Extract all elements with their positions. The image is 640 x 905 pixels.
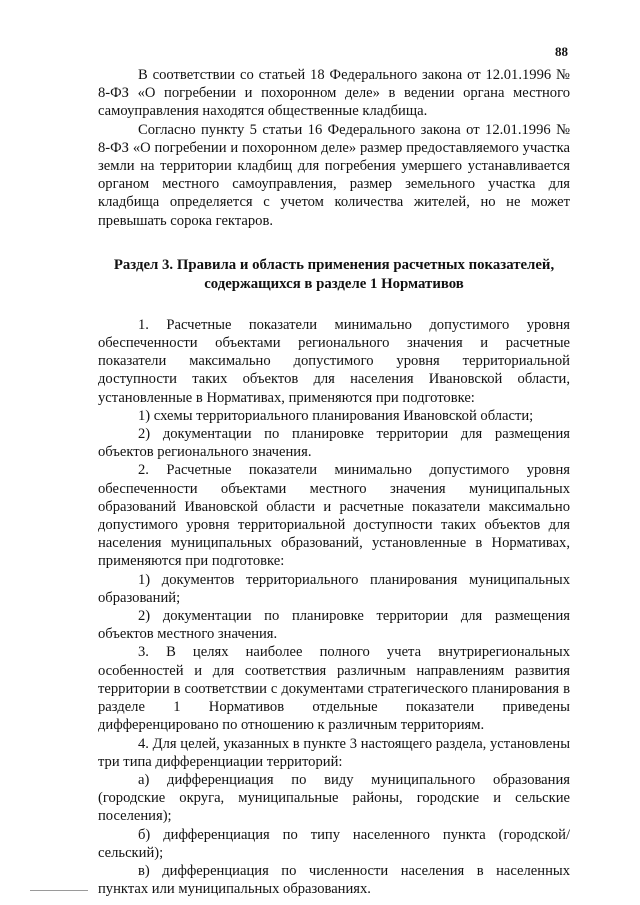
- clause-1-item-2: 2) документации по планировке территории для размещения объектов регионального значения.: [98, 426, 570, 461]
- clause-2: 2. Расчетные показатели минимально допустимого уровня обеспеченности объектами местного значения муниципальных образований Ивановской области и расчетные показатели максимально допустимого уровня территориальной доступности таких объектов для населения муниципальных образований, установленные в Нормативах, применяются при подготовке:: [98, 462, 570, 570]
- page-number: 88: [555, 44, 568, 59]
- clause-4: 4. Для целей, указанных в пункте 3 настоящего раздела, установлены три типа дифференциации территорий:: [98, 735, 570, 770]
- intro-paragraph-2: Согласно пункту 5 статьи 16 Федерального закона от 12.01.1996 № 8-ФЗ «О погребении и похоронном деле» размер предоставляемого участка земли на территории кладбищ для погребения умершего устанавливается органом местного самоуправления, размер земельного участка для кладбища определяется с учетом количества жителей, но не может превышать сорока гектаров.: [98, 121, 570, 229]
- section-heading: [98, 256, 570, 294]
- scan-edge-mark: [30, 890, 88, 891]
- section-title-line-1: Раздел 3. Правила и область применения расчетных показателей,: [113, 256, 555, 273]
- clause-2-item-2: 2) документации по планировке территории для размещения объектов местного значения.: [98, 608, 570, 643]
- section-title-line-2: содержащихся в разделе 1 Нормативов: [204, 275, 464, 292]
- clause-1-item-1: 1) схемы территориального планирования Ивановской области;: [138, 407, 534, 424]
- clause-4-item-c: в) дифференциация по численности населения в населенных пунктах или муниципальных образованиях.: [98, 862, 570, 898]
- clause-2-item-1: 1) документов территориального планирования муниципальных образований;: [98, 571, 570, 606]
- clause-1: 1. Расчетные показатели минимально допустимого уровня обеспеченности объектами регионального значения и расчетные показатели максимально допустимого уровня территориальной доступности таких объектов для населения Ивановской области, установленные в Нормативах, применяются при подготовке:: [98, 316, 570, 406]
- intro-paragraph-1: В соответствии со статьей 18 Федерального закона от 12.01.1996 № 8-ФЗ «О погребении и похоронном деле» в ведении органа местного самоуправления находятся общественные кладбища.: [98, 67, 570, 120]
- document-body: [98, 66, 570, 898]
- clause-3: 3. В целях наиболее полного учета внутрирегиональных особенностей и для соответствия различным направлениям развития территории в соответствии с документами стратегического планирования в разделе 1 Нормативов отдельные показатели приведены дифференцировано по отношению к различным территориям.: [98, 644, 570, 734]
- clause-4-item-a: а) дифференциация по виду муниципального образования (городские округа, муниципальные районы, городские и сельские поселения);: [98, 771, 570, 825]
- clause-4-item-b: б) дифференциация по типу населенного пункта (городской/сельский);: [98, 826, 570, 861]
